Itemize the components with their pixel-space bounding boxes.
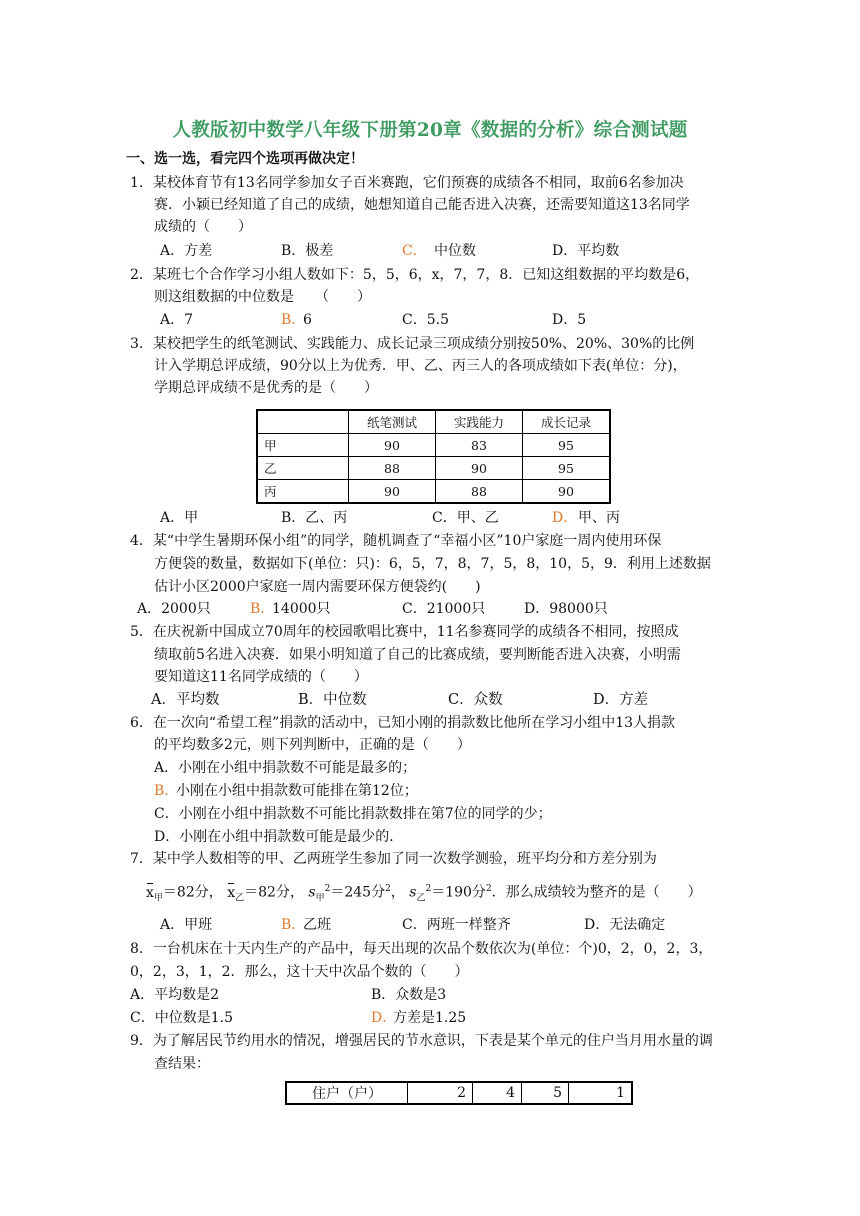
superscript: 2 [324,884,331,894]
table-row [257,457,610,480]
q4-option-b-text: 14000只 [272,601,331,617]
q2-line-2: 则这组数据的中位数是 （ ） [154,289,371,305]
q2-option-d: D．5 [552,312,587,328]
q1-option-d: D．平均数 [552,243,620,259]
q3-option-b: B．乙、丙 [281,510,348,526]
table-cell: 88 [436,480,523,504]
q4-option-b-letter: B． [250,601,275,617]
q2-option-b-letter: B． [281,312,306,328]
q3-line-3: 学期总评成绩不是优秀的是（ ） [154,380,378,396]
q9-line-2: 查结果： [154,1056,210,1072]
q8-option-a: A．平均数是2 [130,987,220,1003]
q5-option-a: A．平均数 [151,692,220,708]
formula-text: ．那么成绩较为整齐的是（ ） [491,884,702,901]
q5-line-1: 5．在庆祝新中国成立70周年的校园歌唱比赛中，11名参赛同学的成绩各不相同，按照成 [130,624,679,640]
q5-option-d: D．方差 [593,692,649,708]
q2-option-c: C．5.5 [402,312,449,328]
q7-option-c: C．两班一样整齐 [402,917,511,933]
q7-option-d: D．无法确定 [584,917,666,933]
page-title: 人教版初中数学八年级下册第20章《数据的分析》综合测试题 [172,120,688,141]
q3-line-2: 计入学期总评成绩，90分以上为优秀．甲、乙、丙三人的各项成绩如下表(单位：分)， [154,358,687,374]
q1-line-2: 赛．小颖已经知道了自己的成绩，她想知道自己能否进入决赛，还需要知道这13名同学 [154,197,690,213]
q1-option-a: A．方差 [160,243,213,259]
table-cell: 90 [523,480,611,504]
table-cell: 95 [523,457,611,480]
q6-line-2: 的平均数多2元，则下列判断中，正确的是（ ） [154,737,471,753]
q6-line-1: 6．在一次向“希望工程”捐款的活动中，已知小刚的捐款数比他所在学习小组中13人捐款 [130,715,676,731]
table-header-cell [257,410,349,434]
q1-option-c-letter: C． [402,243,427,259]
table-row [257,480,610,504]
table-header-row [257,410,610,434]
superscript: 2 [485,884,492,894]
q9-line-1: 9．为了解居民节约用水的情况，增强居民的节水意识，下表是某个单元的住户当月用水量的调 [130,1033,713,1049]
q3-option-d-text: 甲、丙 [578,510,620,526]
table-cell: 甲 [257,434,349,457]
subscript: 甲 [153,893,163,904]
q6-option-a: A．小刚在小组中捐款数不可能是最多的； [154,760,417,776]
table-cell: 90 [349,434,436,457]
subscript: 甲 [315,893,325,904]
superscript: 2 [385,884,391,894]
q1-option-c-text: 中位数 [434,243,476,259]
subscript: 乙 [235,893,245,904]
formula-text: ＝82分， [244,884,304,901]
q6-option-b-letter: B． [154,783,179,799]
q8-line-1: 8．一台机床在十天内生产的产品中，每天出现的次品个数依次为(单位：个)0，2，0，2，3， [130,941,713,957]
variance-symbol: s [308,884,316,901]
q4-line-2: 方便袋的数量，数据如下(单位：只)：6，5，7，8，7，5，8，10，5，9．利用上述数据 [154,556,711,572]
q5-option-c: C．众数 [448,692,503,708]
formula-text: ＝82分， [162,884,223,901]
table-cell: 5 [522,1082,569,1104]
q5-line-3: 要知道这11名同学成绩的（ ） [154,669,368,685]
q7-formula: $x_甲=82$分， $x_乙=82$分， $s_甲^2=245$分$^2$， $s_乙^2=190$分$^2$．那么成绩较为整齐的是（ ） [146,878,702,909]
table-cell: 90 [436,457,523,480]
q7-option-a: A．甲班 [160,917,213,933]
table-cell: 丙 [257,480,349,504]
q6-option-c: C．小刚在小组中捐款数不可能比捐款数排在第7位的同学的少； [154,806,552,822]
table-row [286,1082,632,1104]
q8-option-d-text: 方差是1.25 [393,1010,467,1026]
q9-water-table [285,1081,633,1105]
table-row-label: 住户（户） [286,1082,408,1104]
section-heading: 一、选一选，看完四个选项再做决定！ [126,151,364,167]
q6-option-d: D．小刚在小组中捐款数可能是最少的． [154,829,404,845]
table-cell: 1 [569,1082,633,1104]
q8-option-c: C．中位数是1.5 [130,1010,233,1026]
q3-option-c: C．甲、乙 [432,510,499,526]
q3-option-d-letter: D． [552,510,578,526]
q4-line-1: 4．某“中学生暑期环保小组”的同学，随机调查了“幸福小区”10户家庭一周内使用环保 [130,533,662,549]
mean-symbol: x [227,882,235,904]
q3-line-1: 3．某校把学生的纸笔测试、实践能力、成长记录三项成绩分别按50%、20%、30%的比例 [130,336,695,352]
q5-line-2: 绩取前5名进入决赛．如果小明知道了自己的比赛成绩，要判断能否进入决赛，小明需 [154,647,681,663]
q5-option-b: B．中位数 [298,692,367,708]
q4-option-c: C．21000只 [402,601,486,617]
table-header-cell: 实践能力 [436,410,523,434]
q8-line-2: 0，2，3，1，2．那么，这十天中次品个数的（ ） [130,964,469,980]
table-header-cell: 纸笔测试 [349,410,436,434]
q2-option-a: A．7 [160,312,194,328]
q2-option-b-text: 6 [303,312,312,328]
table-cell: 乙 [257,457,349,480]
q6-option-b-text: 小刚在小组中捐款数可能排在第12位； [176,783,418,799]
table-cell: 90 [349,480,436,504]
q8-option-d-letter: D． [371,1010,397,1026]
table-cell: 4 [473,1082,522,1104]
q8-option-b: B．众数是3 [371,987,447,1003]
table-cell: 95 [523,434,611,457]
q4-line-3: 估计小区2000户家庭一周内需要环保方便袋约( ) [154,579,481,595]
subscript: 乙 [416,893,426,904]
q3-score-table [256,409,611,504]
table-cell: 83 [436,434,523,457]
q2-line-1: 2．某班七个合作学习小组人数如下：5，5，6，x，7，7，8．已知这组数据的平均数是6， [130,267,700,283]
q7-option-b-text: 乙班 [303,917,331,933]
q4-option-d: D．98000只 [524,601,608,617]
q7-line-1: 7．某中学人数相等的甲、乙两班学生参加了同一次数学测验，班平均分和方差分别为 [130,851,657,867]
mean-symbol: x [146,882,154,904]
q4-option-a: A．2000只 [137,601,211,617]
variance-symbol: s [409,884,417,901]
q1-option-b: B．极差 [281,243,334,259]
q3-option-a: A．甲 [160,510,199,526]
superscript: 2 [425,884,432,894]
table-cell: 88 [349,457,436,480]
q1-line-3: 成绩的（ ） [154,219,252,235]
table-header-cell: 成长记录 [523,410,611,434]
table-row [257,434,610,457]
formula-text: ＝190分 [431,884,486,901]
table-cell: 2 [408,1082,473,1104]
q7-option-b-letter: B． [281,917,306,933]
q1-line-1: 1．某校体育节有13名同学参加女子百米赛跑，它们预赛的成绩各不相同，取前6名参加决 [130,175,684,191]
formula-text: ＝245分 [330,884,386,901]
